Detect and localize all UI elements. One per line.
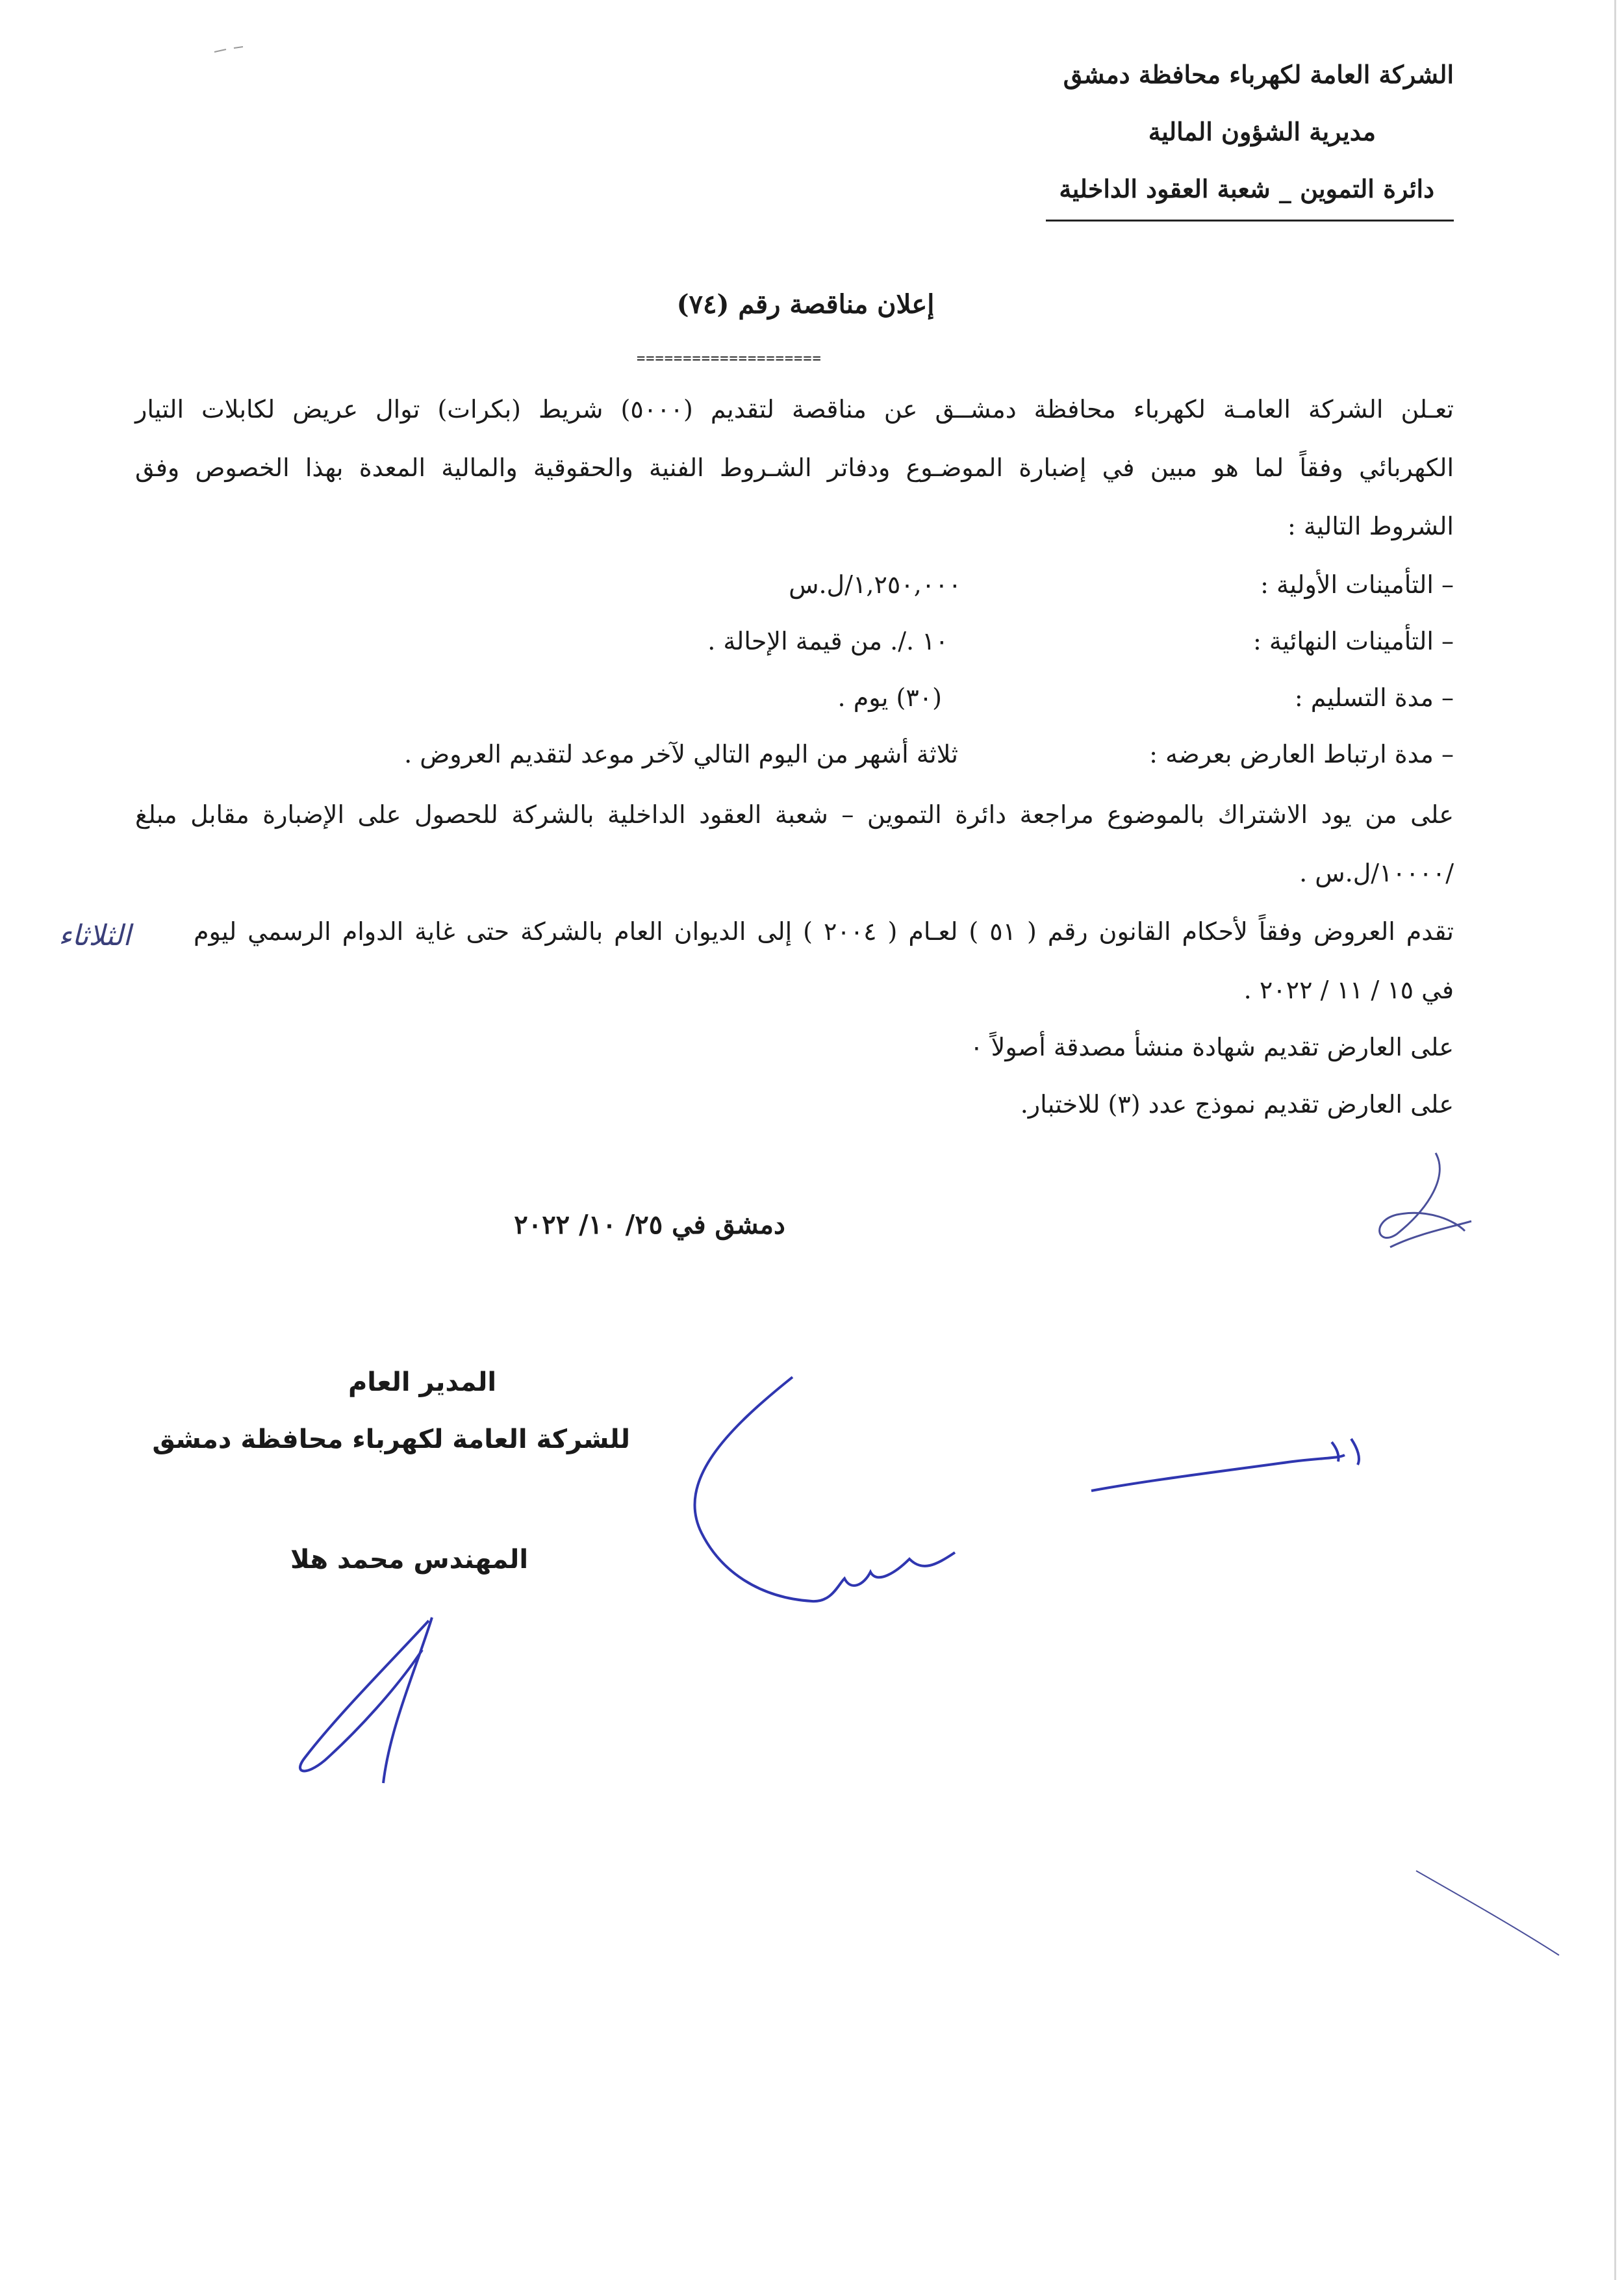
scan-speck <box>214 47 243 52</box>
intro-line-2: الكهربائي وفقاً لما هو مبين في إضبارة الموضـوع ودفاتر الشـروط الفنية والحقوقية والمالية المعدة بهذا الخصوص وفق <box>135 453 1454 482</box>
handwritten-day: الثلاثاء <box>58 919 131 952</box>
signature-stroke-icon <box>1091 1439 1359 1491</box>
issue-date-text: دمشق في ٢٥/ ١٠/ ٢٠٢٢ <box>514 1210 785 1240</box>
signature-icon <box>694 1377 955 1601</box>
submission-line-2: في ١٥ / ١١ / ٢٠٢٢ . <box>1243 976 1454 1004</box>
requirement-line: على العارض تقديم نموذج عدد (٣) للاختبار. <box>1020 1090 1454 1119</box>
term-value: ثلاثة أشهر من اليوم التالي لآخر موعد لتقديم العروض . <box>404 740 958 768</box>
loop-signature-icon <box>300 1617 432 1783</box>
participation-line-1: على من يود الاشتراك بالموضوع مراجعة دائرة التموين – شعبة العقود الداخلية بالشركة للحصول على الإضبارة مقابل مبلغ <box>135 800 1454 829</box>
tender-title: إعلان مناقصة رقم (٧٤) <box>676 289 935 320</box>
signatory-name: المهندس محمد هلا <box>290 1545 529 1575</box>
stray-mark <box>1416 1871 1559 1955</box>
signatory-org: للشركة العامة لكهرباء محافظة دمشق <box>152 1425 630 1454</box>
term-label: – التأمينات النهائية : <box>1253 627 1454 655</box>
participation-line-2: /١٠٠٠٠/ل.س . <box>1299 859 1454 887</box>
company-name: الشركة العامة لكهرباء محافظة دمشق <box>1063 60 1454 89</box>
requirement-line: على العارض تقديم شهادة منشأ مصدقة أصولاً ٠ <box>970 1033 1454 1061</box>
intro-line-1: تعـلن الشركة العامـة لكهرباء محافظة دمشــق عن مناقصة لتقديم (٥٠٠٠) شريط (بكرات) توال عريض لكابلات التيار <box>135 395 1454 424</box>
term-value: (٣٠) يوم . <box>837 683 942 712</box>
term-label: – مدة التسليم : <box>1294 683 1454 712</box>
signatory-title: المدير العام <box>348 1367 497 1397</box>
directorate-name: مديرية الشؤون المالية <box>1148 117 1376 146</box>
title-separator: ==================== <box>637 351 822 367</box>
term-label: – التأمينات الأولية : <box>1260 570 1454 599</box>
term-label: – مدة ارتباط العارض بعرضه : <box>1149 740 1454 768</box>
header-underline <box>1046 220 1454 222</box>
term-value: ١٠ ./. من قيمة الإحالة . <box>707 627 948 655</box>
issue-date <box>0 1210 1611 1240</box>
intro-line-3: الشروط التالية : <box>1287 512 1454 540</box>
submission-line-1: تقدم العروض وفقاً لأحكام القانون رقم ( ٥١ ) لعـام ( ٢٠٠٤ ) إلى الديوان العام بالشركة حتى غاية الدوام الرسمي ليوم <box>194 917 1454 946</box>
scan-edge <box>1614 0 1616 2280</box>
term-value: ١,٢٥٠,٠٠٠/ل.س <box>789 570 961 599</box>
department-name: دائرة التموين _ شعبة العقود الداخلية <box>1059 174 1434 203</box>
